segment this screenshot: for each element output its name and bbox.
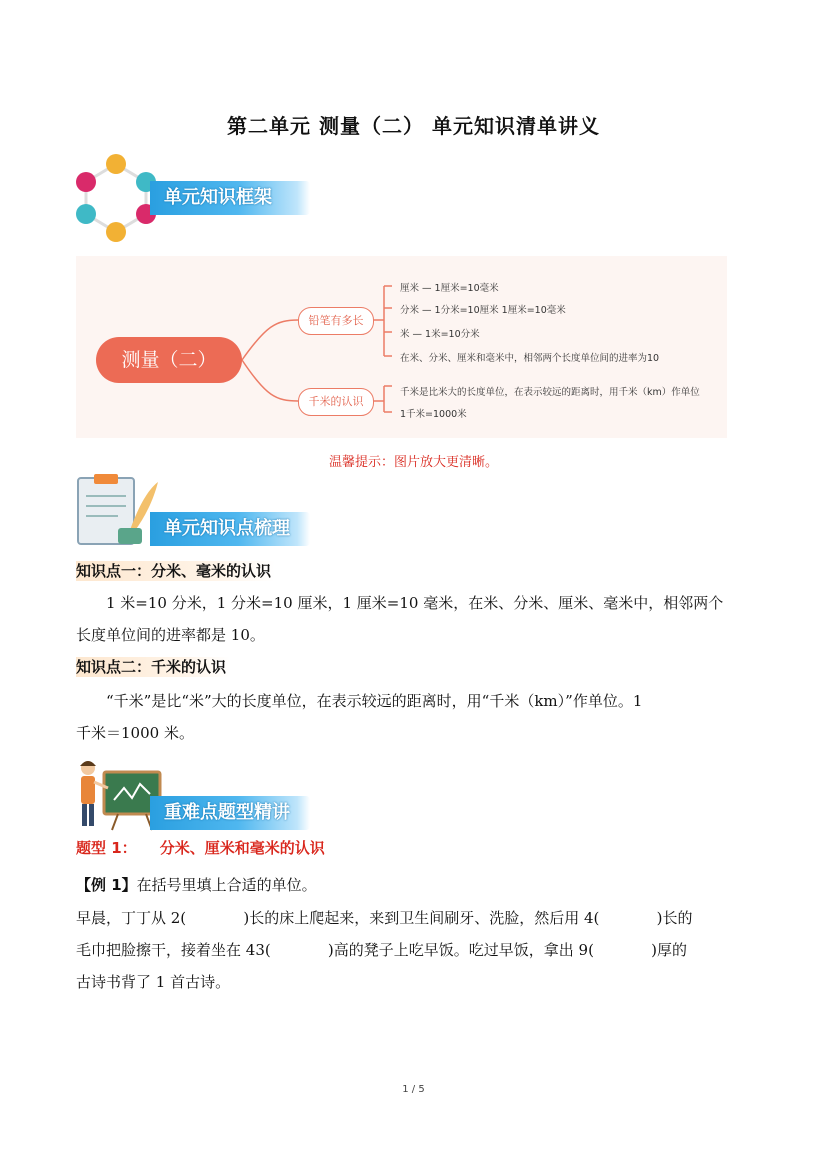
mindmap-leaf: 厘米 — 1厘米=10毫米 [400, 283, 499, 294]
section-title-key-problems: 重难点题型精讲 [164, 802, 290, 823]
hexagon-network-icon [74, 152, 158, 242]
kp1-heading-row [76, 560, 275, 581]
example1-prompt-row [76, 869, 752, 901]
example1-line3: 古诗书背了 1 首古诗。 [76, 973, 231, 991]
type1-label: 题型 1： [76, 839, 137, 857]
kp2-line2: 千米＝1000 米。 [76, 724, 194, 742]
section-banner-knowledge [150, 512, 310, 546]
kp1-line2: 长度单位间的进率都是 10。 [76, 626, 265, 644]
page-title: 第二单元 测量（二） 单元知识清单讲义 [227, 114, 600, 138]
kp2-heading-row [76, 656, 230, 677]
mindmap-leaf: 在米、分米、厘米和毫米中，相邻两个长度单位间的进率为10 [400, 353, 660, 364]
mindmap-leaf: 分米 — 1分米=10厘米 1厘米=10毫米 [400, 305, 566, 316]
mindmap-leaf: 1千米=1000米 [400, 409, 467, 420]
example1-prefix: 【例 1】 [76, 876, 137, 894]
mindmap-root: 测量（二） [96, 337, 242, 383]
zoom-tip: 温馨提示：图片放大更清晰。 [328, 455, 498, 470]
section-banner-key-problems [150, 796, 310, 830]
type1-heading [76, 837, 325, 858]
kp1-line1: 1 米=10 分米，1 分米=10 厘米，1 厘米=10 毫米，在米、分米、厘米、毫米中，相邻两个 [106, 594, 724, 612]
section-banner-framework [150, 181, 310, 215]
mindmap-leaf: 千米是比米大的长度单位，在表示较远的距离时，用千米（km）作单位 [400, 387, 700, 398]
section-title-framework: 单元知识框架 [164, 187, 272, 208]
mindmap-branch-kilometer: 千米的认识 [298, 388, 374, 416]
mindmap-leaf: 米 — 1米=10分米 [400, 329, 480, 340]
type1-name: 分米、厘米和毫米的认识 [159, 839, 325, 857]
example1-line2: 毛巾把脸擦干，接着坐在 43( )高的凳子上吃早饭。吃过早饭，拿出 9( )厚的 [76, 941, 688, 959]
section-title-knowledge: 单元知识点梳理 [164, 518, 290, 539]
kp2-line1: “千米”是比“米”大的长度单位，在表示较远的距离时，用“千米（km）”作单位。1 [106, 692, 643, 710]
mindmap-branch-pencil: 铅笔有多长 [298, 307, 374, 335]
example1-line1: 早晨，丁丁从 2( )长的床上爬起来，来到卫生间刷牙、洗脸，然后用 4( )长的 [76, 909, 693, 927]
kp1-heading: 知识点一：分米、毫米的认识 [76, 561, 275, 581]
example1-prompt: 在括号里填上合适的单位。 [136, 876, 317, 894]
kp2-heading: 知识点二：千米的认识 [76, 657, 230, 677]
page-number: 1 / 5 [402, 1084, 425, 1095]
